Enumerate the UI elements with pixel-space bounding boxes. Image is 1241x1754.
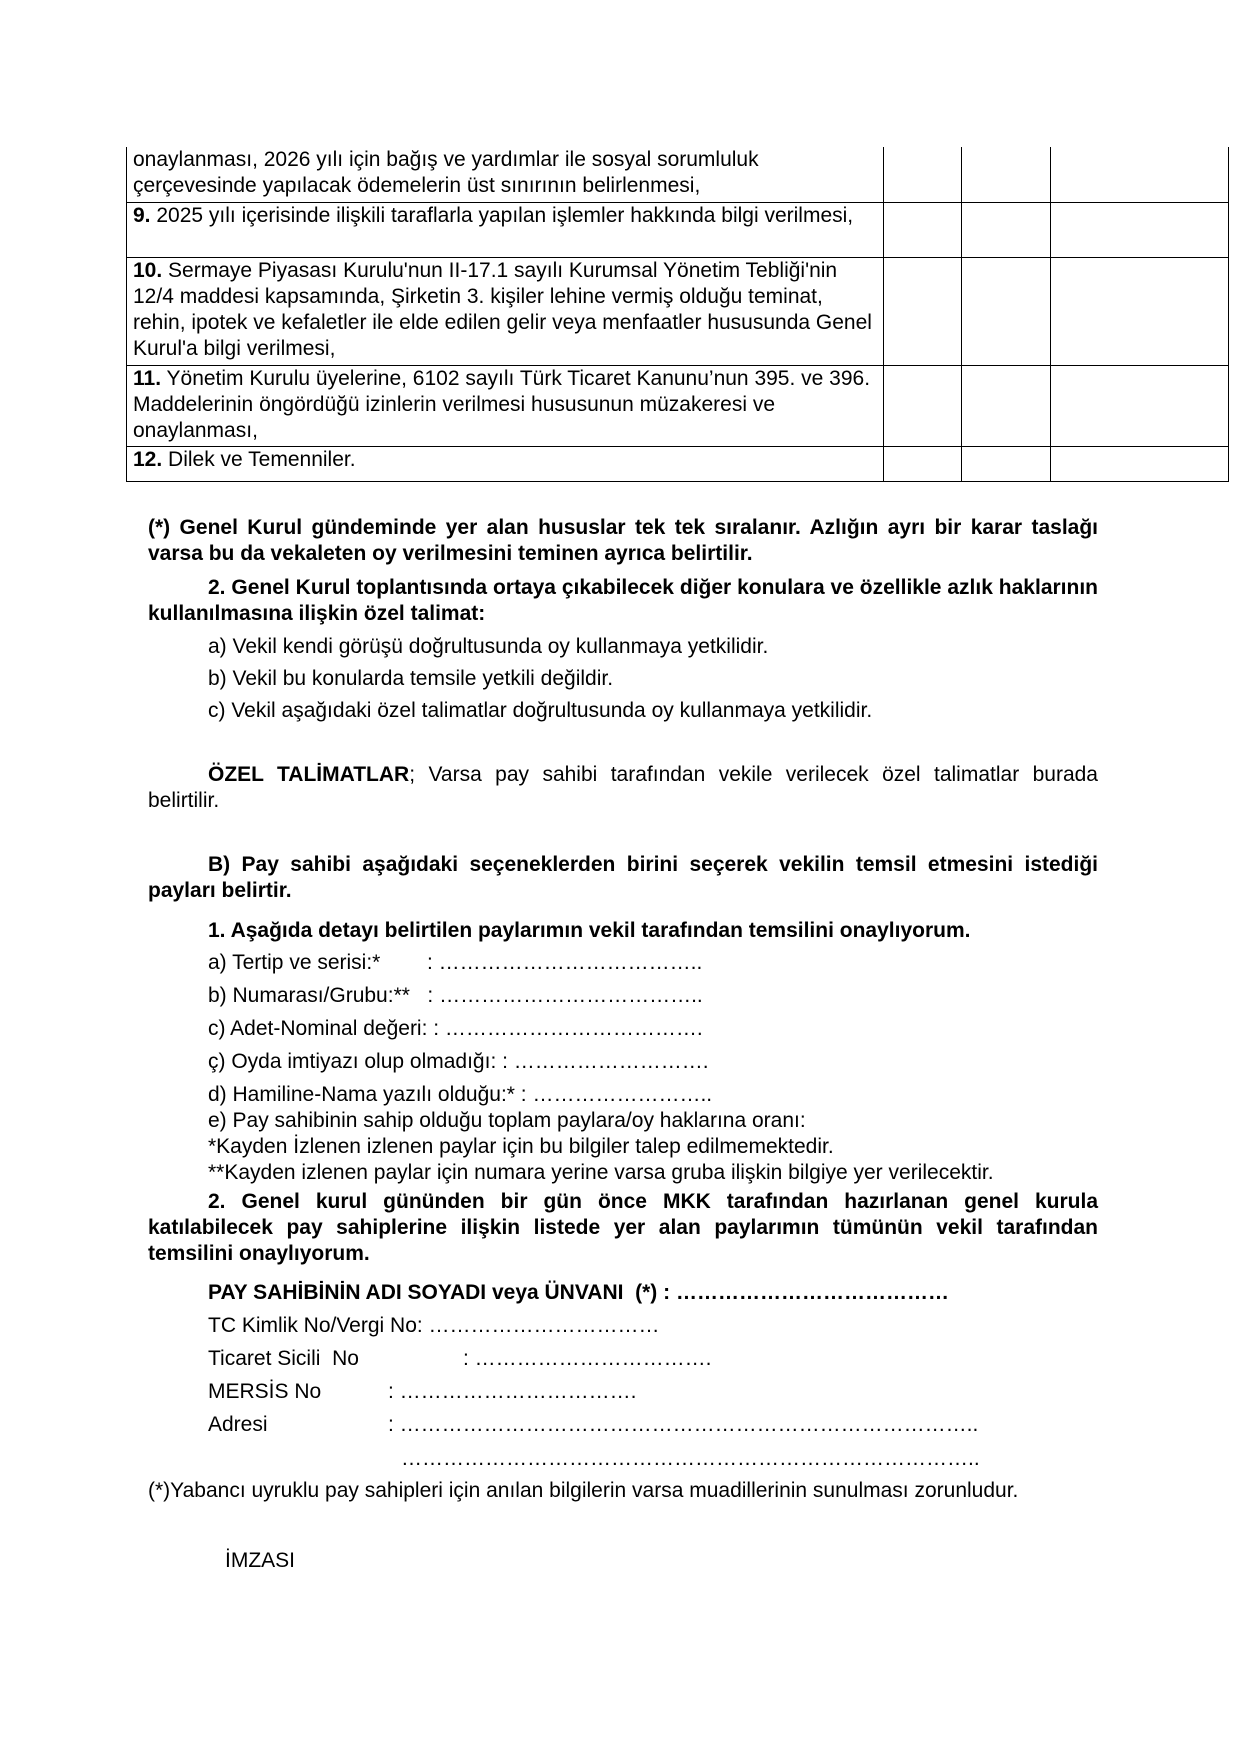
mersis-label: MERSİS No bbox=[208, 1380, 322, 1403]
field-voting-privilege[interactable]: ç) Oyda imtiyazı olup olmadığı: : ………………………. bbox=[208, 1050, 709, 1073]
dissent-cell[interactable] bbox=[1051, 446, 1229, 481]
special-instructions-text: ; Varsa pay sahibi tarafından vekile verilecek özel talimatlar burada belirtilir. bbox=[148, 763, 1098, 812]
vote-accept-cell[interactable] bbox=[884, 257, 962, 365]
agenda-item-text bbox=[127, 446, 884, 481]
dissent-cell[interactable] bbox=[1051, 202, 1229, 257]
field-series[interactable]: a) Tertip ve serisi:* : ……………………………….. bbox=[208, 951, 703, 974]
agenda-item-text bbox=[127, 257, 884, 365]
agenda-note: (*) Genel Kurul gündeminde yer alan hususlar tek tek sıralanır. Azlığın ayrı bir karar taslağı varsa bu da vekaleten oy verilmesini teminen ayrıca belirtilir. bbox=[148, 516, 1098, 565]
address-field-line-2[interactable]: ……………………………………………………………………….. bbox=[401, 1447, 980, 1470]
section-b-item-1: 1. Aşağıda detayı belirtilen paylarımın vekil tarafından temsilini onaylıyorum. bbox=[208, 919, 971, 942]
vote-reject-cell[interactable] bbox=[962, 446, 1051, 481]
vote-reject-cell[interactable] bbox=[962, 365, 1051, 446]
field-nominal-value[interactable]: c) Adet-Nominal değeri: : ………………………………. bbox=[208, 1017, 703, 1040]
agenda-item-number: 12. bbox=[133, 447, 163, 471]
agenda-item-number: 11. bbox=[133, 366, 162, 390]
holder-tc-field[interactable]: TC Kimlik No/Vergi No: …………………………… bbox=[208, 1314, 660, 1337]
field-share-ratio[interactable]: e) Pay sahibinin sahip olduğu toplam paylara/oy haklarına oranı: bbox=[208, 1109, 806, 1132]
foreign-holder-note: (*)Yabancı uyruklu pay sahipleri için anılan bilgilerin varsa muadillerinin sunulması zorunludur. bbox=[148, 1479, 1019, 1502]
vote-reject-cell[interactable] bbox=[962, 257, 1051, 365]
section-2-heading: 2. Genel Kurul toplantısında ortaya çıkabilecek diğer konulara ve özellikle azlık haklarının kullanılmasına ilişkin özel talimat: bbox=[148, 576, 1098, 625]
vote-reject-cell[interactable] bbox=[962, 202, 1051, 257]
agenda-item-text bbox=[127, 365, 884, 446]
section-b-heading: B) Pay sahibi aşağıdaki seçeneklerden birini seçerek vekilin temsil etmesini istediği payları belirtir. bbox=[148, 853, 1098, 902]
vote-reject-cell[interactable] bbox=[962, 147, 1051, 202]
trade-registry-label: Ticaret Sicili No bbox=[208, 1347, 359, 1370]
field-bearer-registered[interactable]: d) Hamiline-Nama yazılı olduğu:* : …………………….. bbox=[208, 1083, 713, 1106]
agenda-item-description: 2025 yılı içerisinde ilişkili taraflarla yapılan işlemler hakkında bilgi verilmesi, bbox=[150, 203, 854, 227]
agenda-item-text bbox=[127, 147, 884, 202]
agenda-row bbox=[127, 202, 1229, 257]
agenda-row bbox=[127, 365, 1229, 446]
agenda-row bbox=[127, 147, 1229, 202]
dissent-cell[interactable] bbox=[1051, 257, 1229, 365]
special-instructions-label: ÖZEL TALİMATLAR bbox=[208, 763, 410, 786]
option-c: c) Vekil aşağıdaki özel talimatlar doğrultusunda oy kullanmaya yetkilidir. bbox=[208, 699, 873, 722]
vote-accept-cell[interactable] bbox=[884, 446, 962, 481]
dissent-cell[interactable] bbox=[1051, 365, 1229, 446]
footnote-2: **Kayden izlenen paylar için numara yerine varsa gruba ilişkin bilgiye yer verilecektir. bbox=[208, 1161, 994, 1184]
option-b: b) Vekil bu konularda temsile yetkili değildir. bbox=[208, 667, 614, 690]
vote-accept-cell[interactable] bbox=[884, 202, 962, 257]
field-number-group[interactable]: b) Numarası/Grubu:** : ……………………………….. bbox=[208, 984, 703, 1007]
agenda-item-description: Dilek ve Temenniler. bbox=[162, 447, 356, 471]
agenda-item-number: 9. bbox=[133, 203, 151, 227]
dissent-cell[interactable] bbox=[1051, 147, 1229, 202]
footnote-1: *Kayden İzlenen izlenen paylar için bu bilgiler talep edilmemektedir. bbox=[208, 1135, 834, 1158]
address-label: Adresi bbox=[208, 1413, 268, 1436]
section-b-item-2: 2. Genel kurul gününden bir gün önce MKK tarafından hazırlanan genel kurula katılabilecek pay sahiplerine ilişkin listede yer alan paylarımın tümünün vekil tarafından temsilini onaylıyorum. bbox=[148, 1190, 1098, 1265]
option-a: a) Vekil kendi görüşü doğrultusunda oy kullanmaya yetkilidir. bbox=[208, 635, 769, 658]
agenda-item-description: Yönetim Kurulu üyelerine, 6102 sayılı Türk Ticaret Kanunu’nun 395. ve 396. Maddelerinin öngördüğü izinlerin verilmesi hususunun müzakeresi ve onaylanması, bbox=[133, 366, 871, 442]
signature-label: İMZASI bbox=[225, 1549, 296, 1572]
agenda-item-description: Sermaye Piyasası Kurulu'nun II-17.1 sayılı Kurumsal Yönetim Tebliği'nin 12/4 maddesi kapsamında, Şirketin 3. kişiler lehine vermiş olduğu teminat, rehin, ipotek ve kefaletler ile elde edilen gelir veya menfaatler hususunda Genel Kurul'a bilgi verilmesi, bbox=[133, 258, 872, 360]
address-field[interactable]: : ……………………………………………………………………….. bbox=[388, 1413, 979, 1436]
agenda-row bbox=[127, 446, 1229, 481]
agenda-item-number: 10. bbox=[133, 258, 163, 282]
mersis-field[interactable]: : ……………………………. bbox=[388, 1380, 637, 1403]
agenda-table bbox=[126, 147, 1229, 482]
agenda-row bbox=[127, 257, 1229, 365]
trade-registry-field[interactable]: : ……………………………. bbox=[463, 1347, 712, 1370]
vote-accept-cell[interactable] bbox=[884, 365, 962, 446]
holder-name-field[interactable]: PAY SAHİBİNİN ADI SOYADI veya ÜNVANI (*) : ………………………………… bbox=[208, 1281, 949, 1304]
agenda-item-text bbox=[127, 202, 884, 257]
vote-accept-cell[interactable] bbox=[884, 147, 962, 202]
special-instructions bbox=[148, 762, 1098, 814]
agenda-item-description: onaylanması, 2026 yılı için bağış ve yardımlar ile sosyal sorumluluk çerçevesinde yapılacak ödemelerin üst sınırının belirlenmesi, bbox=[133, 148, 759, 197]
